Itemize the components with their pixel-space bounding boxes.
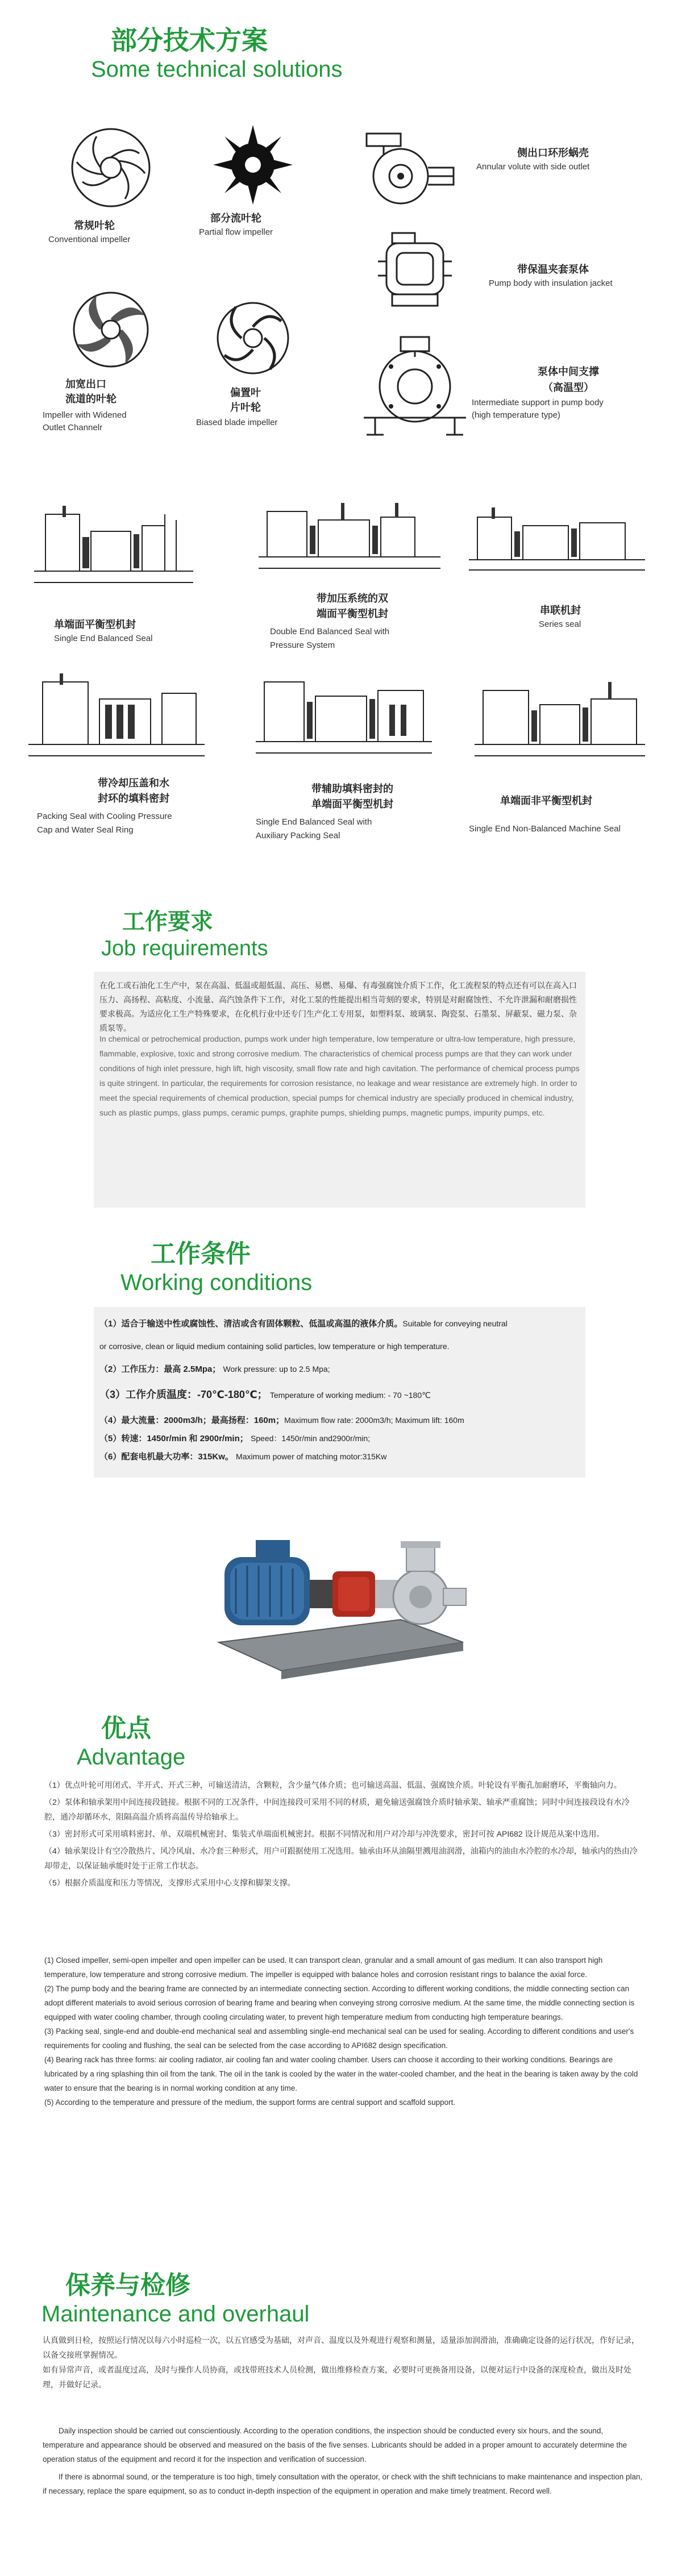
condition-1-cn: （1）适合于输送中性或腐蚀性、清洁或含有固体颗粒、低温或高温的液体介质。 xyxy=(99,1319,403,1329)
double-end-seal-figure xyxy=(256,500,443,585)
annular-volute-en: Annular volute with side outlet xyxy=(476,162,590,172)
condition-4-en: Maximum flow rate: 2000m3/h; Maximum lift: 160m xyxy=(284,1416,464,1425)
condition-2-cn: （2）工作压力：最高 2.5Mpa； xyxy=(99,1364,221,1374)
insulation-jacket-cn: 带保温夹套泵体 xyxy=(517,264,589,275)
advantage-en-item-4: (4) Bearing rack has three forms: air cooling radiator, air cooling fan and water cooling chamber. Users can choose it according to their working conditions. Bearings are lubricated by a ring splashing thin oil from the tank. The oil in the tank is cooled by the water in the water-cooled chamber, and the heat in the bearing is taken away by the cold water to ensure that the bearing is in normal working condition at any time. xyxy=(44,2055,638,2092)
advantage-en-item-5: (5) According to the temperature and pressure of the medium, the support forms are central support and scaffold support. xyxy=(44,2098,456,2107)
job-para-en: In chemical or petrochemical production, pumps work under high temperature, low temperature or ultra-low temperature, high pressure, flammable, explosive, toxic and strong corrosive medium. The characteristics of chemical process pumps are that they can work under conditions of high inlet pressure, high lift, high viscosity, small flow rate and high cavitation. The performance of chemical process pumps is quite stringent. In particular, the requirements for corrosion resistance, no leakage and wear resistance are extremely high. In order to meet the special requirements of chemical production, special pumps for chemical industry are specially produced in chemical industry, such as plastic pumps, glass pumps, ceramic pumps, graphite pumps, shielding pumps, magnetic pumps, impurity pumps, etc. xyxy=(99,1034,580,1117)
advantage-cn-item-2: （2）泵体和轴承架用中间连接段链接。根据不同的工况条件，中间连接段可采用不同的材质，避免输送强腐蚀介质时轴承架、轴承严重腐蚀；同时中间连接段设有水冷腔，通冷却循环水，阻隔高温介质将高温传导给轴承上。 xyxy=(44,1797,630,1821)
non-balanced-seal-figure xyxy=(472,679,648,770)
condition-6-cn: （6）配套电机最大功率：315Kw。 xyxy=(99,1452,234,1462)
conventional-impeller-cn: 常规叶轮 xyxy=(74,220,115,231)
job-title-cn: 工作要求 xyxy=(122,909,213,935)
double-end-seal-en: Double End Balanced Seal with Pressure System xyxy=(270,627,390,650)
maintenance-en-para-1: Daily inspection should be carried out conscientiously. According to the operation conditions, the inspection should be conducted every six hours, and the sound, temperature and appearance should be observed and measured on the basis of the five senses. Lubricants should be added in a proper amount to accurately determine the operation status of the equipment and record it for the inspection and verification of succession. xyxy=(43,2427,627,2463)
partial-flow-impeller-en: Partial flow impeller xyxy=(199,227,273,237)
widened-impeller-cn: 加宽出口 流道的叶轮 xyxy=(65,378,117,405)
auxiliary-packing-seal-figure xyxy=(253,671,435,767)
maintenance-cn-para-2: 如有异常声音，或者温度过高，及时与操作人员协商，或找带班技术人员检测，做出维修检查方案，必要时可更换备用设备，以便对运行中设备的深度检查，做出及时处理，并做好记录。 xyxy=(43,2365,631,2389)
series-seal-cn: 串联机封 xyxy=(540,605,581,616)
non-balanced-seal-en: Single End Non-Balanced Machine Seal xyxy=(469,824,621,834)
condition-1-en: Suitable for conveying neutral xyxy=(402,1319,508,1328)
packing-seal-en: Packing Seal with Cooling Pressure Cap and Water Seal Ring xyxy=(37,811,172,835)
biased-blade-cn: 偏置叶 片叶轮 xyxy=(230,387,261,413)
insulation-jacket-figure xyxy=(375,227,455,313)
condition-5-cn: （5）转速：1450r/min 和 2900r/min； xyxy=(99,1434,248,1443)
double-end-seal-cn: 带加压系统的双 端面平衡型机封 xyxy=(317,593,388,619)
partial-flow-impeller-cn: 部分流叶轮 xyxy=(210,213,261,224)
maintenance-en-para-2: If there is abnormal sound, or the temperature is too high, timely consultation with the operator, or check with the shift technicians to make maintenance and inspection plan, if necessary, replace the spare equipment, so as to conduct in-depth inspection of the equipment in operation and make timely treatment. Record well. xyxy=(43,2473,643,2495)
single-end-balanced-seal-cn: 单端面平衡型机封 xyxy=(54,619,136,630)
packing-seal-cn: 带冷却压盖和水 封环的填料密封 xyxy=(98,777,169,804)
advantage-cn-item-4: （4）轴承架设计有空冷散热片、风冷风扇、水冷套三种形式，用户可跟据使用工况选用。轴承由环从油隔里溅甩油润滑，油箱内的油由水冷腔的水冷却，轴承内的热由冷却带走，以保证轴承能时处于正常工作状态。 xyxy=(44,1846,638,1870)
job-title-en: Job requirements xyxy=(101,937,268,960)
condition-1b-en: or corrosive, clean or liquid medium containing solid particles, low temperature or high temperature. xyxy=(99,1342,450,1351)
chemical-pump-photo xyxy=(207,1512,475,1682)
maintenance-en xyxy=(43,2424,645,2498)
advantage-en-list xyxy=(44,1953,641,2109)
advantage-en-item-1: (1) Closed impeller, semi-open impeller and open impeller can be used. It can transport clean, granular and a small amount of gas medium. It can also transport high temperature, low temperature and strong corrosive medium. The impeller is equipped with balance holes and corrosion resistant rings to balance the axial force. xyxy=(44,1956,603,1979)
maintenance-title-cn: 保养与检修 xyxy=(65,2271,190,2300)
advantage-cn-item-1: （1）优点叶轮可用闭式、半开式、开式三种，可输送清洁，含颗粒，含少量气体介质；也可输送高温、低温、强腐蚀介质。叶轮设有平衡孔加耐磨环，平衡轴向力。 xyxy=(44,1780,622,1790)
advantage-cn-item-3: （3）密封形式可采用填料密封、单、双端机械密封、集装式单端面机械密封。根据不同情况和用户对冷却与冲洗要求，密封可按 API682 设计规范从案中选用。 xyxy=(44,1829,605,1838)
condition-4-cn: （4）最大流量：2000m3/h；最高扬程：160m； xyxy=(99,1416,285,1425)
biased-blade-figure xyxy=(213,298,293,378)
condition-line-2 xyxy=(99,1359,583,1379)
intermediate-support-figure xyxy=(358,332,472,440)
condition-3-en: Temperature of working medium: - 70 ~180℃ xyxy=(269,1391,431,1400)
widened-impeller-en: Impeller with Widened Outlet Channelr xyxy=(43,410,127,432)
intermediate-support-cn: 泵体中间支撑 （高温型） xyxy=(538,366,599,393)
condition-6-en: Maximum power of matching motor:315Kw xyxy=(236,1452,387,1461)
advantage-en-item-2: (2) The pump body and the bearing frame are connected by an intermediate connecting section. According to different working conditions, the middle connecting section can adopt different materials to avoid serious corrosion of bearing frame and bearing when conveying strong corrosive medium. At the same time, the middle connecting section is equipped with water cooling chamber, through cooling circulating water, to prevent high temperature medium from conducting high temperature bearings. xyxy=(44,1984,635,2021)
auxiliary-packing-seal-cn: 带辅助填料密封的 单端面平衡型机封 xyxy=(311,783,393,810)
conditions-title-en: Working conditions xyxy=(120,1270,313,1295)
advantage-cn-item-5: （5）根据介质温度和压力等情况，支撑形式采用中心支撑和脚架支撑。 xyxy=(44,1878,296,1887)
advantage-title-en: Advantage xyxy=(77,1745,186,1770)
condition-line-3 xyxy=(99,1385,583,1405)
single-end-balanced-seal-en: Single End Balanced Seal xyxy=(54,634,153,643)
series-seal-en: Series seal xyxy=(539,619,581,629)
maintenance-title-en: Maintenance and overhaul xyxy=(41,2302,310,2327)
condition-line-4 xyxy=(99,1410,583,1430)
packing-seal-figure xyxy=(26,671,207,767)
advantage-en-item-3: (3) Packing seal, single-end and double-end mechanical seal and assembling single-end mechanical seal can be used for sealing. According to different conditions and user's requirements for cooling and flushing, the seal can be selected from the case according to API682 design specification. xyxy=(44,2027,634,2050)
widened-impeller-figure xyxy=(68,287,153,372)
advantage-cn-list xyxy=(44,1778,641,1890)
non-balanced-seal-cn: 单端面非平衡型机封 xyxy=(500,795,592,806)
maintenance-cn-para-1: 认真做到日检，按照运行情况以每六小时巡检一次，以五官感受为基础，对声音、温度以及外观进行观察和测量，适量添加润滑油，准确确定设备的运行状况，作好记录，以备交接班掌握情况。 xyxy=(43,2336,639,2359)
condition-line-1b xyxy=(99,1337,583,1356)
condition-line-5 xyxy=(99,1429,583,1449)
conventional-impeller-en: Conventional impeller xyxy=(48,235,131,244)
condition-3-cn: （3）工作介质温度：-70℃-180℃； xyxy=(99,1389,268,1400)
series-seal-figure xyxy=(466,503,648,588)
single-end-balanced-seal-figure xyxy=(28,503,199,600)
condition-5-en: Speed：1450r/min and2900r/min; xyxy=(250,1434,371,1443)
insulation-jacket-en: Pump body with insulation jacket xyxy=(489,278,613,288)
conditions-title-cn: 工作条件 xyxy=(151,1239,251,1268)
intermediate-support-en: Intermediate support in pump body (high temperature type) xyxy=(472,398,604,420)
partial-flow-impeller-figure xyxy=(210,122,296,207)
advantage-title-cn: 优点 xyxy=(101,1714,151,1743)
conventional-impeller-figure xyxy=(65,122,156,213)
condition-line-6 xyxy=(99,1447,583,1467)
annular-volute-cn: 侧出口环形蜗壳 xyxy=(517,147,589,159)
maintenance-cn xyxy=(43,2333,645,2392)
condition-2-en: Work pressure: up to 2.5 Mpa; xyxy=(223,1364,330,1374)
auxiliary-packing-seal-en: Single End Balanced Seal with Auxiliary Packing Seal xyxy=(256,817,372,840)
technical-title-cn: 部分技术方案 xyxy=(111,25,268,56)
job-para-cn: 在化工或石油化工生产中，泵在高温、低温或超低温、高压、易燃、易爆、有毒强腐蚀介质下工作，化工流程泵的特点还有可以在高入口压力、高扬程、高粘度、小流量、高汽蚀条件下工作，对化工泵的性能提出相当苛刻的要求，特别是对耐腐蚀性、不允许泄漏和耐磨损性要求极高。为适应化工生产特殊要求，在化机行业中还专门生产化工专用泵，如塑料泵、玻璃泵、陶瓷泵、石墨泵、屏蔽泵、磁力泵、杂质泵等。 xyxy=(99,981,577,1033)
annular-volute-figure xyxy=(361,128,458,207)
technical-title-en: Some technical solutions xyxy=(91,57,343,82)
biased-blade-en: Biased blade impeller xyxy=(196,418,278,427)
condition-line-1 xyxy=(99,1314,583,1334)
